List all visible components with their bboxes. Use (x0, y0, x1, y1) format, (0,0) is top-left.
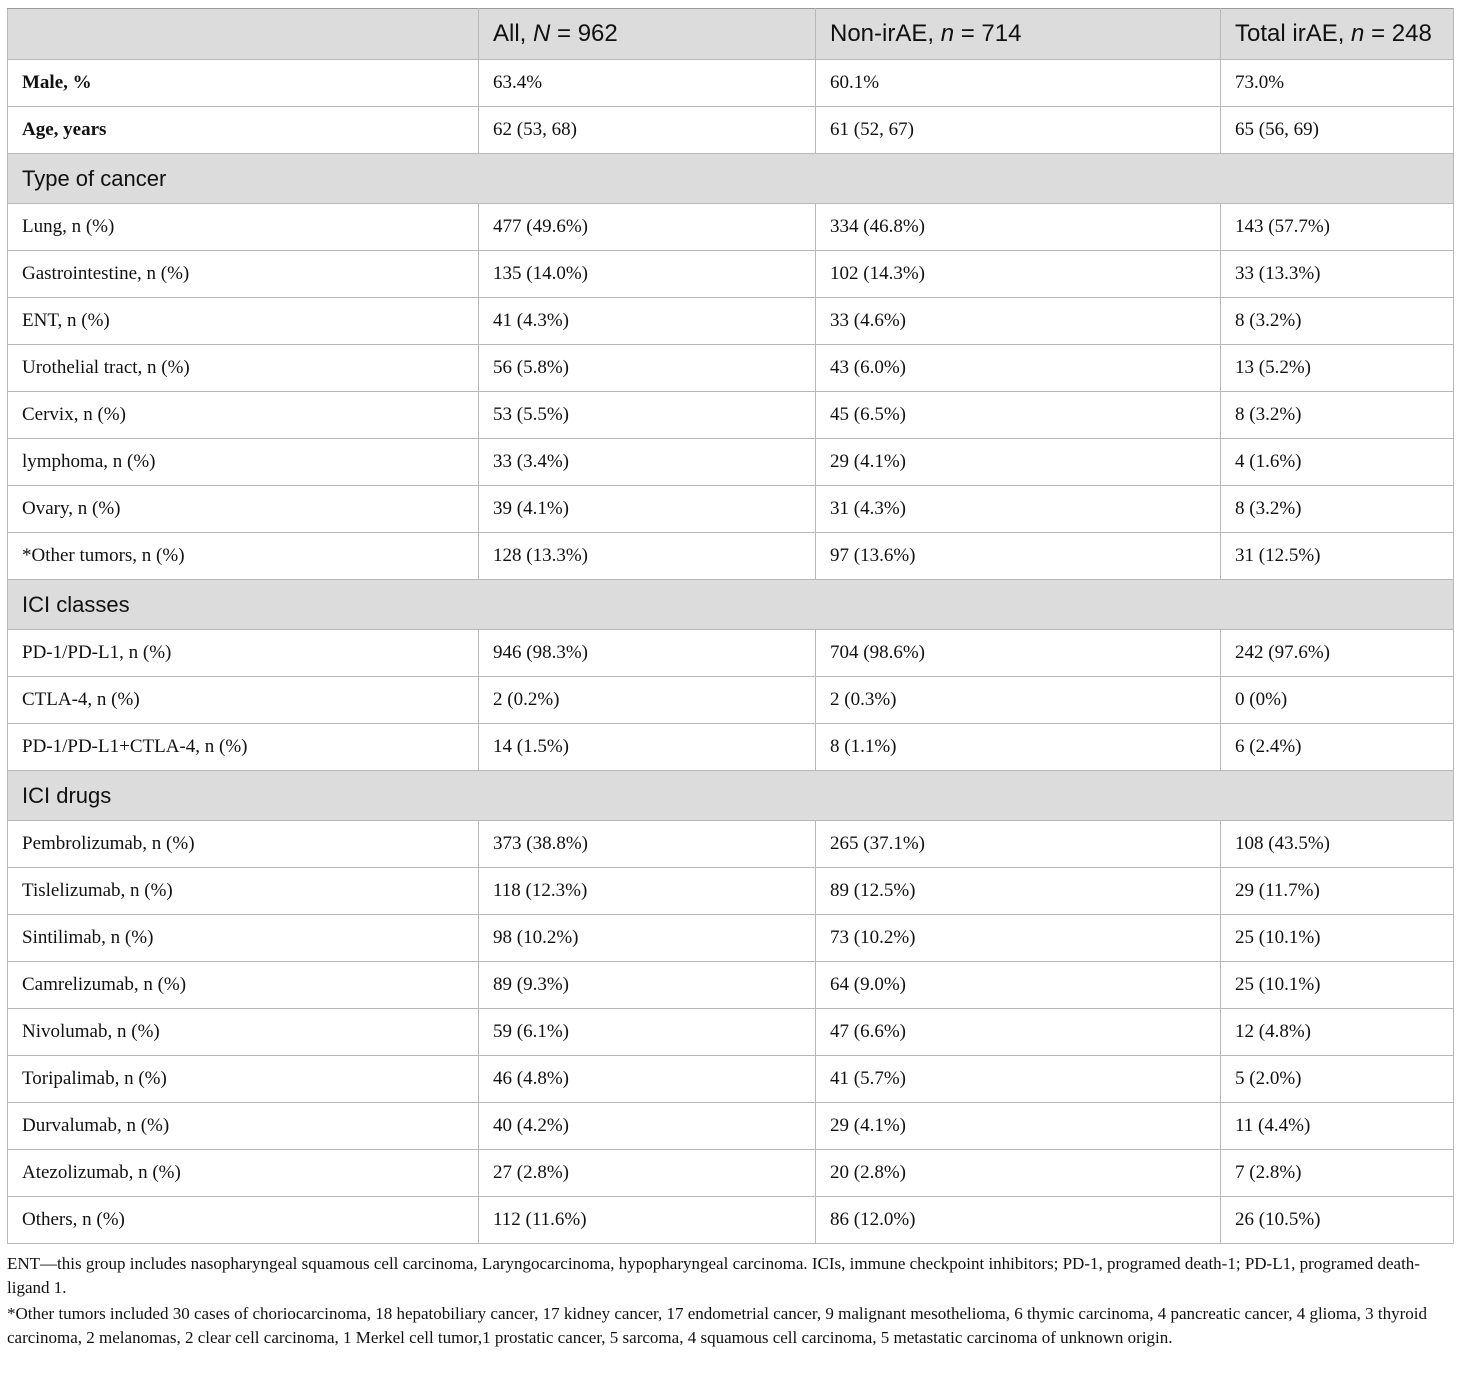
cell-all: 41 (4.3%) (479, 298, 816, 345)
cell-non-irae: 86 (12.0%) (816, 1197, 1221, 1244)
cell-total-irae: 8 (3.2%) (1221, 392, 1454, 439)
table-row (8, 251, 1454, 298)
table-row (8, 392, 1454, 439)
cell-all: 53 (5.5%) (479, 392, 816, 439)
footnote-other-tumors (7, 1302, 1453, 1350)
cell-non-irae: 29 (4.1%) (816, 439, 1221, 486)
table-row (8, 439, 1454, 486)
row-label: lymphoma, n (%) (8, 439, 479, 486)
cell-total-irae: 8 (3.2%) (1221, 298, 1454, 345)
cell-total-irae: 25 (10.1%) (1221, 962, 1454, 1009)
table-row (8, 821, 1454, 868)
cell-all: 128 (13.3%) (479, 533, 816, 580)
row-label: CTLA-4, n (%) (8, 677, 479, 724)
table-row (8, 1103, 1454, 1150)
cell-non-irae: 2 (0.3%) (816, 677, 1221, 724)
cell-all: 477 (49.6%) (479, 204, 816, 251)
row-label: *Other tumors, n (%) (8, 533, 479, 580)
table-row (8, 630, 1454, 677)
cell-non-irae: 20 (2.8%) (816, 1150, 1221, 1197)
cell-all: 14 (1.5%) (479, 724, 816, 771)
cell-total-irae: 8 (3.2%) (1221, 486, 1454, 533)
table-row (8, 962, 1454, 1009)
row-label: Atezolizumab, n (%) (8, 1150, 479, 1197)
cell-all: 33 (3.4%) (479, 439, 816, 486)
header-blank (8, 9, 479, 60)
section-row (8, 771, 1454, 821)
cell-non-irae: 334 (46.8%) (816, 204, 1221, 251)
section-ici-classes: ICI classes (8, 580, 1454, 630)
row-label: Male, % (8, 60, 479, 107)
cell-non-irae: 704 (98.6%) (816, 630, 1221, 677)
cell-total-irae: 4 (1.6%) (1221, 439, 1454, 486)
cell-non-irae: 31 (4.3%) (816, 486, 1221, 533)
row-label: Urothelial tract, n (%) (8, 345, 479, 392)
cell-all: 89 (9.3%) (479, 962, 816, 1009)
cell-non-irae: 89 (12.5%) (816, 868, 1221, 915)
table-row (8, 1150, 1454, 1197)
row-label: Sintilimab, n (%) (8, 915, 479, 962)
cell-all: 56 (5.8%) (479, 345, 816, 392)
table-row (8, 345, 1454, 392)
row-label: PD-1/PD-L1, n (%) (8, 630, 479, 677)
cell-total-irae: 65 (56, 69) (1221, 107, 1454, 154)
cell-non-irae: 61 (52, 67) (816, 107, 1221, 154)
table-row (8, 1197, 1454, 1244)
header-all: All, N = 962 (479, 9, 816, 60)
table-row (8, 107, 1454, 154)
row-label: Durvalumab, n (%) (8, 1103, 479, 1150)
cell-non-irae: 8 (1.1%) (816, 724, 1221, 771)
row-label: Toripalimab, n (%) (8, 1056, 479, 1103)
table-row (8, 204, 1454, 251)
section-row (8, 154, 1454, 204)
section-row (8, 580, 1454, 630)
footnote-other-tumors-text: *Other tumors included 30 cases of choriocarcinoma, 18 hepatobiliary cancer, 17 kidney cancer, 17 endometrial cancer, 9 malignant mesothelioma, 6 thymic carcinoma, 4 pancreatic cancer, 4 glioma, 3 thyroid carcinoma, 2 melanomas, 2 clear cell carcinoma, 1 Merkel cell tumor,1 prostatic cancer, 5 sarcoma, 4 squamous cell carcinoma, 5 metastatic carcinoma of unknown origin. (7, 1304, 1428, 1347)
cell-total-irae: 12 (4.8%) (1221, 1009, 1454, 1056)
row-label: Cervix, n (%) (8, 392, 479, 439)
cell-total-irae: 31 (12.5%) (1221, 533, 1454, 580)
cell-total-irae: 29 (11.7%) (1221, 868, 1454, 915)
row-label: ENT, n (%) (8, 298, 479, 345)
cell-all: 946 (98.3%) (479, 630, 816, 677)
cell-total-irae: 6 (2.4%) (1221, 724, 1454, 771)
cell-total-irae: 11 (4.4%) (1221, 1103, 1454, 1150)
row-label: Pembrolizumab, n (%) (8, 821, 479, 868)
cell-total-irae: 26 (10.5%) (1221, 1197, 1454, 1244)
row-label: Age, years (8, 107, 479, 154)
section-ici-drugs: ICI drugs (8, 771, 1454, 821)
cell-total-irae: 33 (13.3%) (1221, 251, 1454, 298)
cell-total-irae: 7 (2.8%) (1221, 1150, 1454, 1197)
table-row (8, 533, 1454, 580)
cell-non-irae: 97 (13.6%) (816, 533, 1221, 580)
cell-total-irae: 108 (43.5%) (1221, 821, 1454, 868)
cell-non-irae: 64 (9.0%) (816, 962, 1221, 1009)
cell-all: 98 (10.2%) (479, 915, 816, 962)
cell-total-irae: 143 (57.7%) (1221, 204, 1454, 251)
cell-all: 112 (11.6%) (479, 1197, 816, 1244)
cell-all: 27 (2.8%) (479, 1150, 816, 1197)
header-non-irae: Non-irAE, n = 714 (816, 9, 1221, 60)
cell-total-irae: 242 (97.6%) (1221, 630, 1454, 677)
table-row (8, 60, 1454, 107)
row-label: PD-1/PD-L1+CTLA-4, n (%) (8, 724, 479, 771)
cell-non-irae: 45 (6.5%) (816, 392, 1221, 439)
cell-total-irae: 0 (0%) (1221, 677, 1454, 724)
cell-all: 373 (38.8%) (479, 821, 816, 868)
row-label: Gastrointestine, n (%) (8, 251, 479, 298)
cell-non-irae: 102 (14.3%) (816, 251, 1221, 298)
row-label: Lung, n (%) (8, 204, 479, 251)
cell-all: 118 (12.3%) (479, 868, 816, 915)
cell-non-irae: 60.1% (816, 60, 1221, 107)
table-row (8, 298, 1454, 345)
cell-non-irae: 29 (4.1%) (816, 1103, 1221, 1150)
cell-total-irae: 25 (10.1%) (1221, 915, 1454, 962)
cell-non-irae: 47 (6.6%) (816, 1009, 1221, 1056)
cell-total-irae: 13 (5.2%) (1221, 345, 1454, 392)
cell-non-irae: 43 (6.0%) (816, 345, 1221, 392)
cell-total-irae: 5 (2.0%) (1221, 1056, 1454, 1103)
table-row (8, 486, 1454, 533)
table-row (8, 1009, 1454, 1056)
header-row (8, 9, 1454, 60)
row-label: Tislelizumab, n (%) (8, 868, 479, 915)
table-row (8, 1056, 1454, 1103)
table-row (8, 868, 1454, 915)
cell-total-irae: 73.0% (1221, 60, 1454, 107)
cell-all: 135 (14.0%) (479, 251, 816, 298)
demographics-table (7, 8, 1454, 1244)
cell-non-irae: 265 (37.1%) (816, 821, 1221, 868)
cell-non-irae: 33 (4.6%) (816, 298, 1221, 345)
row-label: Camrelizumab, n (%) (8, 962, 479, 1009)
cell-all: 40 (4.2%) (479, 1103, 816, 1150)
cell-all: 39 (4.1%) (479, 486, 816, 533)
table-row (8, 677, 1454, 724)
cell-all: 2 (0.2%) (479, 677, 816, 724)
row-label: Nivolumab, n (%) (8, 1009, 479, 1056)
row-label: Ovary, n (%) (8, 486, 479, 533)
cell-all: 46 (4.8%) (479, 1056, 816, 1103)
footnote-ent (7, 1252, 1453, 1300)
table-row (8, 724, 1454, 771)
cell-non-irae: 41 (5.7%) (816, 1056, 1221, 1103)
section-type-of-cancer: Type of cancer (8, 154, 1454, 204)
footnote-ent-text: ENT—this group includes nasopharyngeal squamous cell carcinoma, Laryngocarcinoma, hypopharyngeal carcinoma. ICIs, immune checkpoint inhibitors; PD-1, programed death-1; PD-L1, programed death-ligand 1. (7, 1254, 1420, 1297)
cell-all: 63.4% (479, 60, 816, 107)
row-label: Others, n (%) (8, 1197, 479, 1244)
cell-non-irae: 73 (10.2%) (816, 915, 1221, 962)
header-total-irae: Total irAE, n = 248 (1221, 9, 1454, 60)
table-container (7, 8, 1453, 1350)
table-row (8, 915, 1454, 962)
cell-all: 62 (53, 68) (479, 107, 816, 154)
cell-all: 59 (6.1%) (479, 1009, 816, 1056)
